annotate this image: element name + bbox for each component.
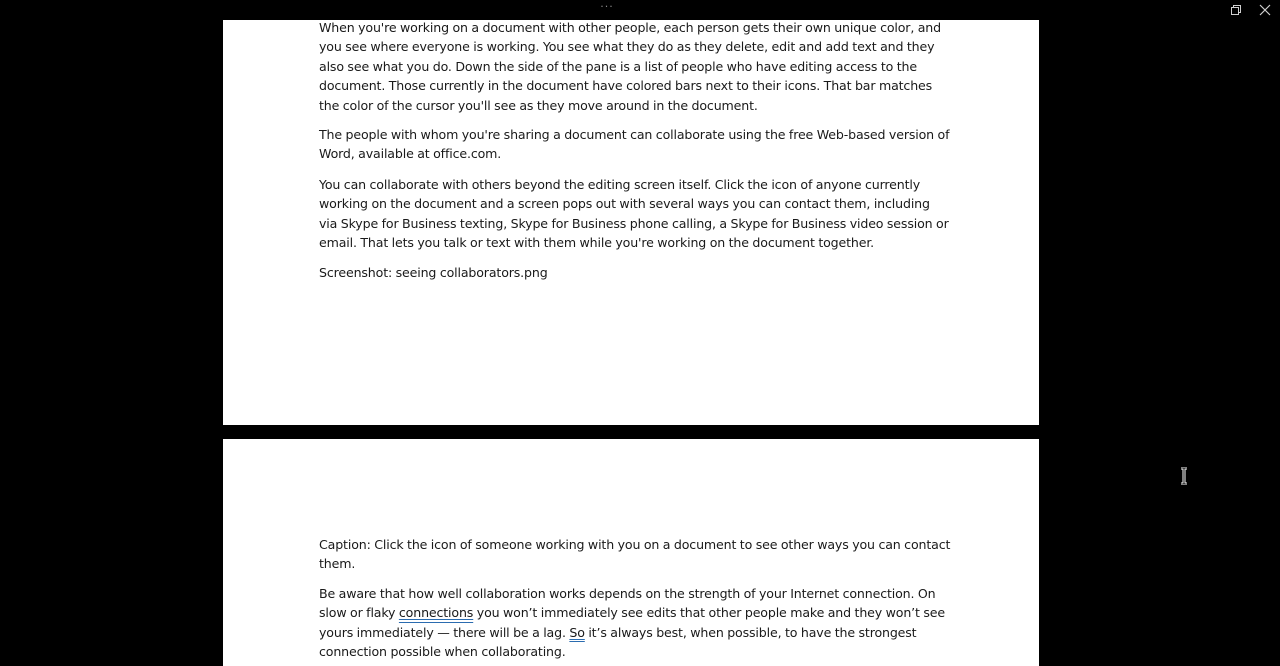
more-options-icon[interactable]: ··· [600,0,614,13]
restore-button[interactable] [1222,0,1250,20]
close-icon [1259,4,1271,16]
body-paragraph[interactable]: When you're working on a document with other people, each person gets their own unique color, and you see where everyone is working. You see what they do as they delete, edit and add text and they also see what you do. Down the side of the pane is a list of people who have editing access to the document. Those currently in the document have colored bars next to their icons. That bar matches the color of the cursor you'll see as they move around in the document. [319,20,941,113]
grammar-flagged-word[interactable]: connections [398,605,474,621]
screenshot-placeholder-text[interactable]: Screenshot: seeing collaborators.png [319,265,548,280]
body-paragraph[interactable]: You can collaborate with others beyond the editing screen itself. Click the icon of anyone currently working on the document and a screen pops out with several ways you can contact them, including via Skype for Business texting, Skype for Business phone calling, a Skype for Business video session or email. That lets you talk or text with them while you're working on the document together. [319,177,949,251]
text-run: Be aware that how well collaboration works depends on the strength of your Internet connection. On slow or flaky [319,586,936,621]
restore-icon [1230,4,1242,16]
caption-paragraph[interactable]: Caption: Click the icon of someone working with you on a document to see other ways you can contact them. [319,537,951,572]
body-paragraph[interactable]: The people with whom you're sharing a document can collaborate using the free Web-based version of Word, available at office.com. [319,127,950,162]
document-page[interactable] [223,439,1039,666]
title-bar [0,0,1280,20]
text-cursor-icon [1179,467,1189,485]
body-paragraph[interactable] [319,584,951,662]
grammar-flagged-word[interactable]: So [569,624,585,640]
text-run: you won’t immediately see edits that other people make and they won’t see yours immediately — there will be a lag. [319,605,945,640]
document-page[interactable] [223,20,1039,425]
text-run: it’s always best, when possible, to have the strongest connection possible when collaborating. [319,624,917,660]
close-button[interactable] [1251,0,1279,20]
